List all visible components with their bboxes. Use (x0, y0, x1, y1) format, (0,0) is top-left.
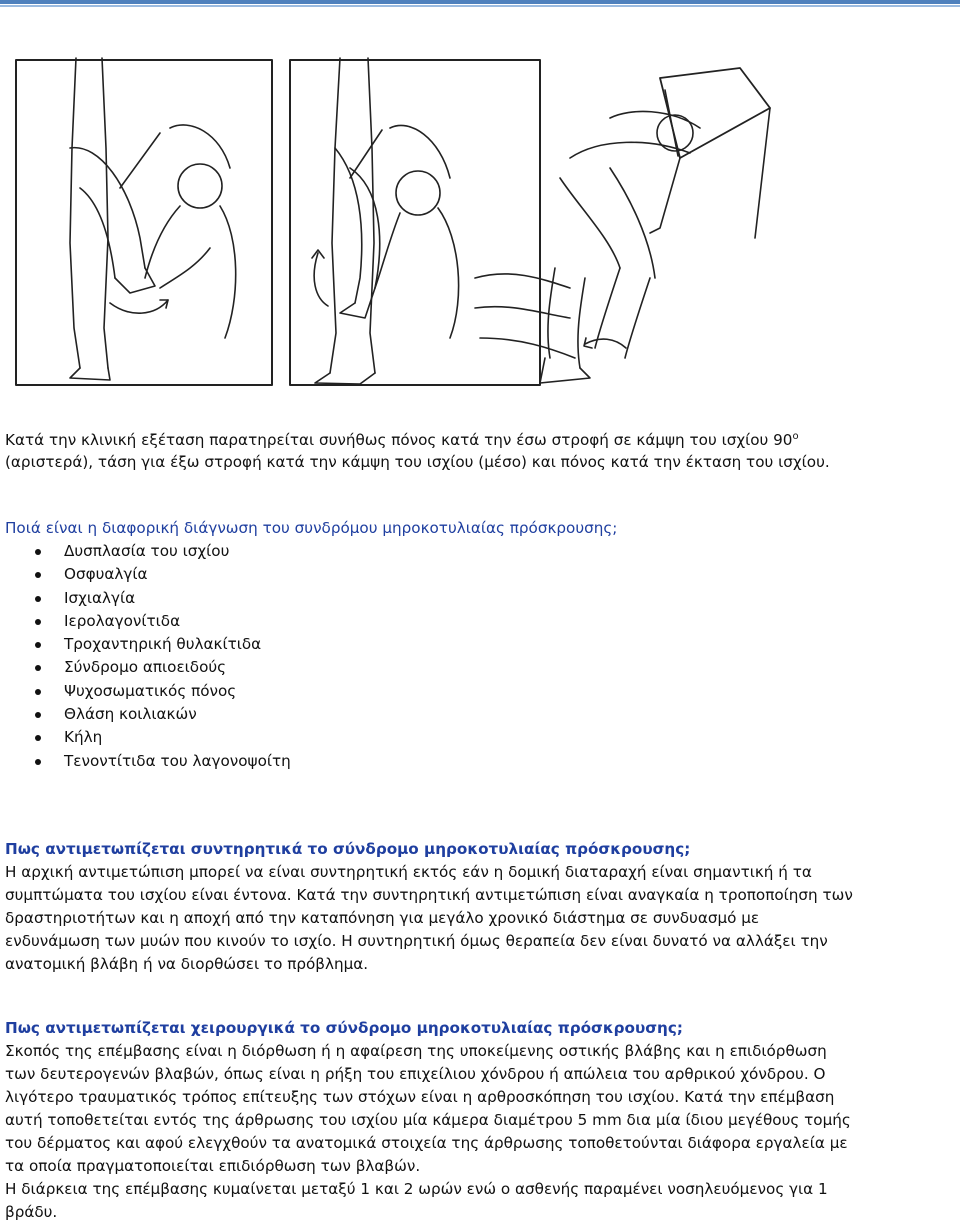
list-item: Θλάση κοιλιακών (5, 703, 950, 726)
figure-caption (5, 426, 950, 473)
paragraph-line: του δέρματος και αφού ελεγχθούν τα ανατομικά στοιχεία της άρθρωσης τοποθετούνται διάφορα εργαλεία με (5, 1134, 848, 1152)
list-item: Δυσπλασία του ισχίου (5, 540, 950, 563)
surgical-heading: Πως αντιμετωπίζεται χειρουργικά το σύνδρομο μηροκοτυλιαίας πρόσκρουσης; (5, 1019, 683, 1037)
differential-diagnosis-section (5, 517, 950, 773)
paragraph-line: Η διάρκεια της επέμβασης κυμαίνεται μεταξύ 1 και 2 ωρών ενώ ο ασθενής παραμένει νοσηλευόμενος για 1 (5, 1180, 828, 1198)
conservative-treatment-section (5, 838, 950, 976)
clinical-exam-illustration (10, 38, 950, 393)
bullet-icon (35, 689, 41, 695)
conservative-heading: Πως αντιμετωπίζεται συντηρητικά το σύνδρομο μηροκοτυλιαίας πρόσκρουσης; (5, 840, 691, 858)
bullet-icon (35, 735, 41, 741)
paragraph-line: των δευτερογενών βλαβών, όπως είναι η ρήξη του επιχείλιου χόνδρου ή απώλεια του αρθρικού χόνδρου. Ο (5, 1065, 826, 1083)
bullet-icon (35, 549, 41, 555)
paragraph-line: ανατομική βλάβη ή να διορθώσει το πρόβλημα. (5, 955, 369, 973)
paragraph-line: Η αρχική αντιμετώπιση μπορεί να είναι συντηρητική εκτός εάν η δομική διαταραχή είναι σημαντική ή τα (5, 863, 812, 881)
list-item: Κήλη (5, 726, 950, 749)
bullet-icon (35, 712, 41, 718)
paragraph-line: λιγότερο τραυματικός τρόπος επίτευξης των στόχων είναι η αρθροσκόπηση του ισχίου. Κατά την επέμβαση (5, 1088, 835, 1106)
bullet-icon (35, 759, 41, 765)
paragraph-line: δραστηριοτήτων και η αποχή από την καταπόνηση για μεγάλο χρονικό διάστημα σε συνδυασμό με (5, 909, 760, 927)
paragraph-line: τα οποία πραγματοποιείται επιδιόρθωση των βλαβών. (5, 1157, 421, 1175)
list-item: Οσφυαλγία (5, 563, 950, 586)
differential-heading: Ποιά είναι η διαφορική διάγνωση του συνδρόμου μηροκοτυλιαίας πρόσκρουσης; (5, 519, 618, 537)
degree-sup: ο (792, 431, 799, 442)
caption-line-1: Κατά την κλινική εξέταση παρατηρείται συνήθως πόνος κατά την έσω στροφή σε κάμψη του ισχίου $90^o$ (5, 431, 799, 450)
header-rule (0, 0, 960, 9)
surgical-treatment-section (5, 1017, 950, 1224)
caption-line-2: (αριστερά), τάση για έξω στροφή κατά την κάμψη του ισχίου (μέσο) και πόνος κατά την έκταση του ισχίου. (5, 453, 830, 472)
bullet-icon (35, 596, 41, 602)
paragraph-line: βράδυ. (5, 1203, 58, 1221)
bullet-icon (35, 619, 41, 625)
list-item: Ψυχοσωματικός πόνος (5, 680, 950, 703)
list-item: Ιερολαγονίτιδα (5, 610, 950, 633)
bullet-icon (35, 572, 41, 578)
list-item: Σύνδρομο απιοειδούς (5, 656, 950, 679)
header-rule-secondary (0, 5, 960, 7)
list-item: Τροχαντηρική θυλακίτιδα (5, 633, 950, 656)
paragraph-line: Σκοπός της επέμβασης είναι η διόρθωση ή η αφαίρεση της υποκείμενης οστικής βλάβης και η επιδιόρθωση (5, 1042, 827, 1060)
exam-panel-internal-rotation (16, 58, 272, 385)
differential-list (5, 540, 950, 773)
bullet-icon (35, 642, 41, 648)
header-rule-primary (0, 0, 960, 4)
paragraph-line: συμπτώματα του ισχίου είναι έντονα. Κατά την συντηρητική αντιμετώπιση είναι αναγκαία η τροποποίηση των (5, 886, 853, 904)
bullet-icon (35, 665, 41, 671)
exam-panel-hip-extension (475, 68, 770, 383)
exam-panel-external-rotation (290, 58, 540, 385)
list-item: Ισχιαλγία (5, 587, 950, 610)
paragraph-line: αυτή τοποθετείται εντός της άρθρωσης του ισχίου μία κάμερα διαμέτρου 5 mm δια μία ίδιου μεγέθους τομής (5, 1111, 851, 1129)
paragraph-line: ενδυνάμωση των μυών που κινούν το ισχίο. Η συντηρητική όμως θεραπεία δεν είναι δυνατό να αλλάξει την (5, 932, 828, 950)
list-item: Τενοντίτιδα του λαγονοψοίτη (5, 750, 950, 773)
